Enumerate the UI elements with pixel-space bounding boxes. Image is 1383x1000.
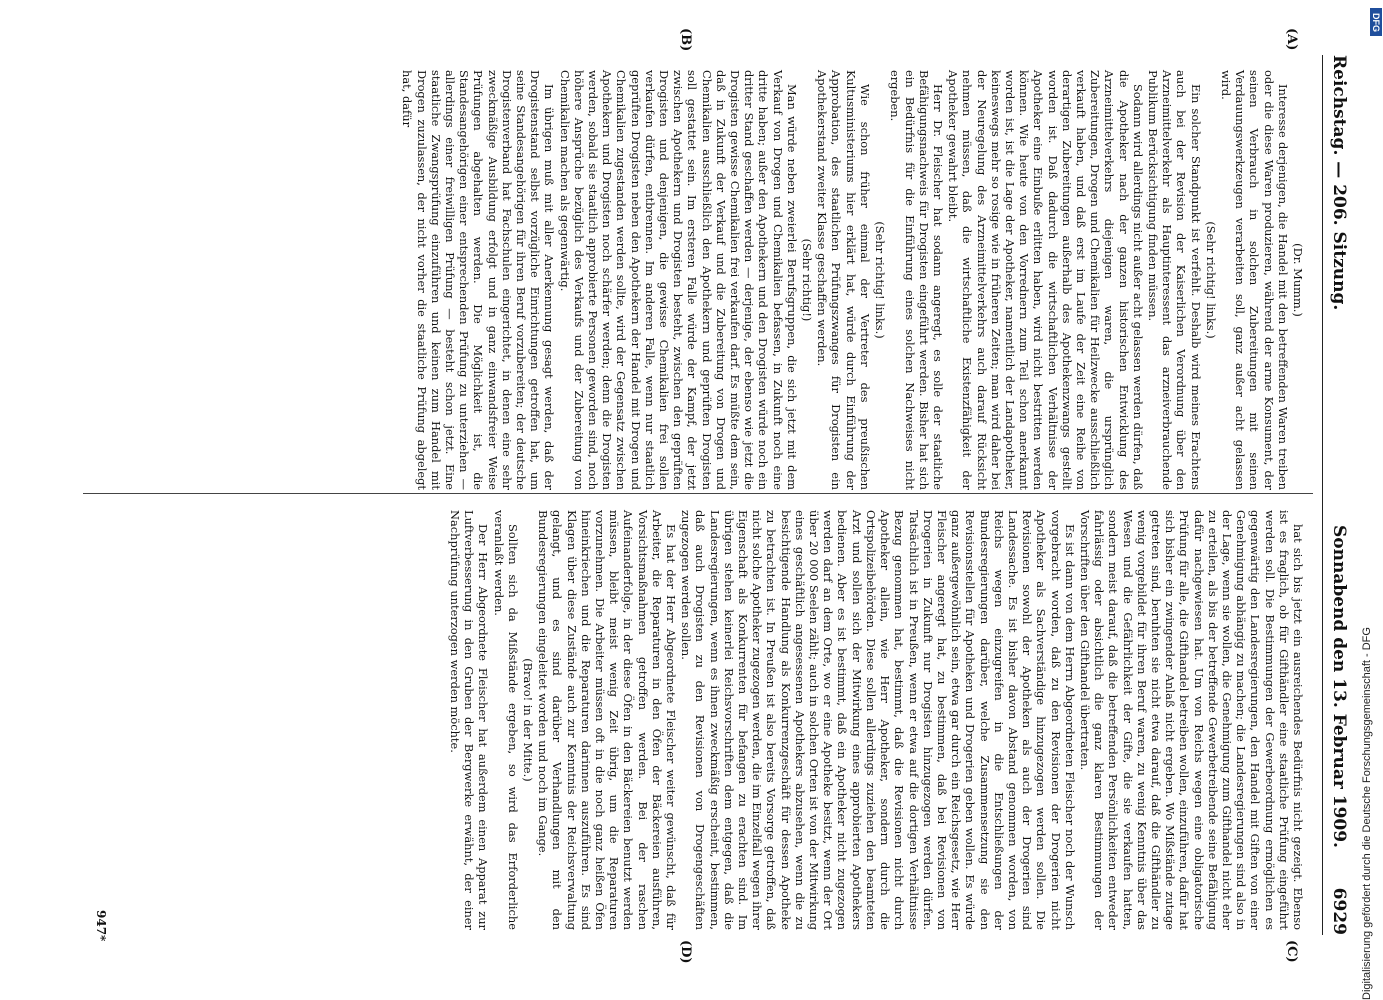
header-date: Sonnabend den 13. Februar 1909.	[1329, 525, 1349, 848]
paragraph: Herr Dr. Fleischer hat sodann angeregt, es solle der staatliche Befähigungsnachweis für Drogisten eingeführt werden. Bisher hat sich ein Bedürfnis für die Einführung eines solchen Nachweises nicht ergeben.	[888, 70, 945, 490]
text-column-right	[447, 510, 1305, 930]
paragraph: Sollten sich da Mißstände ergeben, so wird das Erforderliche veranlaßt werden.	[491, 510, 520, 930]
paragraph: Der Herr Abgeordnete Fleischer hat außerdem einen Apparat zur Luftverbesserung in den Gruben der Bergwerke erwähnt, der einer Nachprüfung unterzogen werden möchte.	[448, 510, 491, 930]
digitization-note: Digitalisierung gefördert durch die Deutsche Forschungsgemeinschaft - DFG	[1361, 627, 1373, 1000]
left-column-paragraphs	[400, 70, 1290, 490]
paragraph: hat sich bis jetzt ein ausreichendes Bedürfnis nicht gezeigt. Ebenso ist es fraglich, ob für Gifthändler eine staatliche Prüfung eingeführt werden soll. Die Bestimmungen der Gewerbeordnung ermöglichen es gegenwärtig den Landesregierungen, den Handel mit Giften von einer Genehmigung abhängig zu machen; die Landesregierungen sind also in der Lage, wenn sie wollen, die Genehmigung zum Gifthandel nicht eher zu erteilen, als bis der betreffende Gewerbetreibende seine Befähigung dafür nachgewiesen hat. Um von Reichs wegen eine obligatorische Prüfung für alle, die Gifthandel betreiben wollen, einzuführen, dafür hat sich bisher ein zwingender Anlaß nicht ergeben. Wo Mißstände zutage getreten sind, beruhten sie nicht etwa darauf, daß die Gifthändler zu wenig vorgebildet für ihren Beruf waren, zu wenig Kenntnis über das Wesen und die Gefährlichkeit der Gifte, die sie verkaufen hatten, sondern meist darauf, daß die betreffenden Persönlichkeiten entweder fahrlässig oder absichtlich die ganz klaren Bestimmungen der Vorschriften über den Gifthandel übertraten.	[1077, 510, 1305, 930]
paragraph: (Sehr richtig!)	[800, 238, 815, 322]
right-column-paragraphs	[448, 510, 1305, 930]
speaker-note: (Dr. Mumm.)	[1291, 243, 1305, 317]
margin-marker-b: (B)	[678, 28, 693, 52]
text-column-left	[399, 70, 1305, 490]
paragraph: Ein solcher Standpunkt ist verfehlt. Deshalb wird meines Erachtens auch bei der Revision der Kaiserlichen Verordnung über den Arzneimittelverkehr als Hauptinteressent das arzneiverbrauchende Publikum Berücksichtigung finden müssen.	[1145, 70, 1203, 490]
dfg-logo: DFG	[1370, 8, 1382, 36]
page-number: 6929	[1329, 887, 1349, 935]
paragraph: (Bravo! in der Mitte.)	[521, 658, 536, 782]
paragraph: Es ist dann von dem Herrn Abgeordneten Fleischer noch der Wunsch vorgebracht worden, daß zu den Revisionen der Drogerien nicht Apotheker als Sachverständige hinzugezogen werden sollen. Die Revisionen sowohl der Apotheken als auch der Drogerien sind Landessache. Es ist bisher davon Abstand genommen worden, von Reichs wegen einzugreifen in die Entschließungen der Bundesregierungen darüber, welche Zusammensetzung sie den Revisionsstellen für Apotheken und Drogerien geben wollen. Es würde ganz außergewöhnlich sein, etwa gar durch ein Reichsgesetz, wie Herr Fleischer angeregt hat, zu bestimmen, daß bei Revisionen von Drogerien in Zukunft nur Drogisten hinzugezogen werden dürfen. Tatsächlich ist in Preußen, wenn er etwa auf die dortigen Verhältnisse Bezug genommen hat, bestimmt, daß die Revisionen nicht durch Apotheker allein, wie Herr Apotheker, sondern durch die Ortspolizeibehörden. Diese sollen allerdings zuziehen den beamteten Arzt und sollen sich der Mitwirkung eines approbierten Apothekers bedienen. Aber es ist bestimmt, daß ein Apotheker nicht zugezogen werden darf an dem Orte, wo er eine Apotheke besitzt, wenn der Ort über 20 000 Seelen zählt; auch in solchen Orten ist von der Mitwirkung eines geschäftlich angesessenen Apothekers abzusehen, wenn die zu besichtigende Handlung als Konkurrenzgeschäft für dessen Apotheke zu betrachten ist. In Preußen ist also bereits Vorsorge getroffen, daß nicht solche Apotheker zugezogen werden, die im Einzelfall wegen ihrer Eigenschaft als Konkurrenten für befangen zu erachten sind. Im übrigen stehen keinerlei Reichsvorschriften dem entgegen, daß die Landesregierungen, wenn es ihnen zweckmäßig erscheint, bestimmen, daß auch Drogisten zu den Revisionen von Drogengeschäften zugezogen werden sollen.	[679, 510, 1077, 930]
header-title: Reichstag. — 206. Sitzung.	[1329, 55, 1349, 311]
margin-marker-c: (C)	[1284, 940, 1299, 963]
paragraph: Wie schon früher einmal der Vertreter des preußischen Kultusministeriums hier erklärt hat, würde durch Einführung der Approbation, des staatlichen Prüfungszwanges für Drogisten ein Apothekerstand zweiter Klasse geschaffen werden.	[815, 70, 872, 490]
column-divider	[83, 493, 1313, 494]
margin-marker-a: (A)	[1284, 28, 1299, 51]
paragraph: Im übrigen muß mit aller Anerkennung gesagt werden, daß der Drogistenstand selbst vorzügliche Einrichtungen getroffen hat, um seine Standesangehörigen für ihren Beruf vorzubereiten; der deutsche Drogistenverband hat Fachschulen eingerichtet, in denen eine sehr zweckmäßige Ausbildung erfolgt und in ganz einwandsfreier Weise Prüfungen abgehalten werden. Die Möglichkeit ist, die Standesangehörigen einer entsprechenden Prüfung zu unterziehen — allerdings einer freiwilligen Prüfung — besteht schon jetzt. Eine staatliche Zwangsprüfung einzuführen und keinen zum Handel mit Drogen zuzulassen, der nicht vorher die staatliche Prüfung abgelegt hat, dafür	[400, 70, 557, 490]
paragraph: (Sehr richtig! links.)	[1203, 221, 1218, 339]
paragraph: Man würde neben zweierlei Berufsgruppen, die sich jetzt mit dem Verkauf von Drogen und Chemikalien befassen, in Zukunft noch eine dritte haben; außer den Apothekern und den Drogisten würde noch ein dritter Stand geschaffen werden — derjenige, der ebenso wie jetzt die Drogisten gewisse Chemikalien frei verkaufen darf. Es müßte dem sein, daß in Zukunft der Verkauf und die Zubereitung von Drogen und Chemikalien ausschließlich den Apothekern und geprüften Drogisten soll gestattet sein. Im ersteren Falle würde der Kampf, der jetzt zwischen Apothekern und Drogisten besteht, zwischen den geprüften Drogisten und denjenigen, die gewisse Chemikalien frei sollen verkaufen dürfen, entbrennen. Im anderen Falle, wenn nur staatlich geprüften Drogisten neben den Apothekern der Handel mit Drogen und Chemikalien zugestanden werden sollte, wird der Gegensatz zwischen Apothekern und Drogisten noch schärfer werden; denn die Drogisten werden, sobald sie staatlich approbierte Personen geworden sind, noch höhere Ansprüche bezüglich des Verkaufs und der Zubereitung von Chemikalien machen als gegenwärtig.	[557, 70, 799, 490]
paragraph: Sodann wird allerdings nicht außer acht gelassen werden dürfen, daß die Apotheker nach der ganzen historischen Entwicklung des Arzneimittelverkehrs diejenigen waren, die ursprünglich Zubereitungen, Drogen und Chemikalien für Heilzwecke ausschließlich verkauft haben, und daß erst im Laufe der Zeit eine Reihe von derartigen Zubereitungen außerhalb des Apothekenzwangs gestellt worden ist. Daß dadurch die wirtschaftlichen Verhältnisse der Apotheker eine Einbuße erlitten haben, wird nicht bestritten werden können. Wie heute von den Vorrednern zum Teil schon anerkannt worden ist, ist die Lage der Apotheker, namentlich der Landapotheker, keineswegs mehr so rosige wie in früheren Zeiten; man wird daher bei der Neuregelung des Arzneimittelverkehrs auch darauf Rücksicht nehmen müssen, daß die wirtschaftliche Existenzfähigkeit der Apotheker gewahrt bleibt.	[946, 70, 1145, 490]
paragraph: (Sehr richtig! links.)	[873, 221, 888, 339]
page-header	[1322, 55, 1353, 935]
page-stamp: 947*	[94, 910, 108, 942]
paragraph: Es hat der Herr Abgeordnete Fleischer weiter gewünscht, daß für Arbeiter, die Reparaturen in den Öfen der Bäckereien ausführen, Vorsichtsmaßnahmen getroffen werden. Bei der raschen Aufeinanderfolge, in der diese Öfen in den Bäckereien benutzt werden müssen, bleibt meist wenig Zeit übrig, um die Reparaturen vorzunehmen. Die Arbeiter müssen oft in die noch ganz heißen Öfen hineinkriechen und die Reparaturen darinnen auszuführen. Es sind Klagen über diese Zustände auch zur Kenntnis der Reichsverwaltung gelangt, und es sind darüber Verhandlungen mit den Bundesregierungen eingeleitet worden und noch im Gange.	[536, 510, 679, 930]
margin-marker-d: (D)	[678, 940, 693, 964]
paragraph: Interesse derjenigen, die Handel mit den betreffenden Waren treiben oder die diese Waren produzieren, während der arme Konsument, der seinen Verbrauch in solchen Zubereitungen mit seinen Verdauungswerkzeugen verarbeiten soll, ganz außer acht gelassen wird.	[1218, 70, 1290, 490]
